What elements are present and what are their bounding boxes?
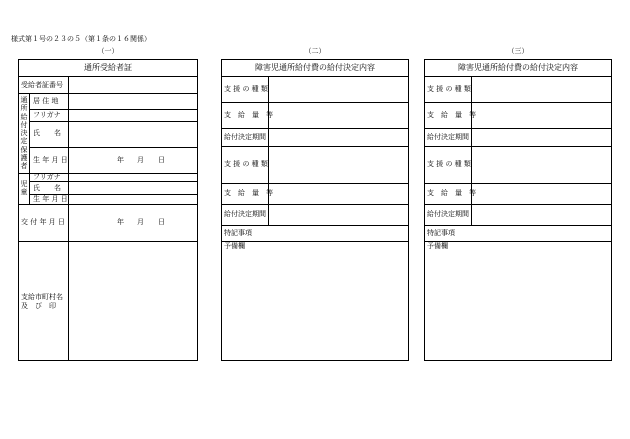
issue-day: 日 [158, 218, 165, 226]
child-group-label: 児童 [20, 180, 28, 197]
p2-supply-amount-1: 支 給 量 等 [224, 111, 273, 119]
issue-month: 月 [137, 218, 144, 226]
address-label: 居 住 地 [33, 97, 59, 105]
table-rule-horizontal [221, 183, 409, 184]
table-rule-horizontal [424, 241, 612, 242]
p3-support-type-1: 支 援 の 種 類 [427, 85, 471, 93]
p2-support-type-1: 支 援 の 種 類 [224, 85, 268, 93]
table-rule-horizontal [424, 146, 612, 147]
p3-support-type-2: 支 援 の 種 類 [427, 160, 471, 168]
table-rule-horizontal [18, 93, 198, 94]
guardian-group-label: 通所給付決定保護者 [20, 96, 28, 171]
p3-supply-amount-1: 支 給 量 等 [427, 111, 476, 119]
table-rule-horizontal [18, 76, 198, 77]
p2-support-type-2: 支 援 の 種 類 [224, 160, 268, 168]
p2-reserve: 予備欄 [224, 242, 245, 250]
child-furigana-label: フリガナ [33, 173, 61, 181]
table-rule-horizontal [424, 102, 612, 103]
recipient-number-label: 受給者証番号 [21, 81, 63, 89]
table-rule-horizontal [221, 128, 409, 129]
panel-1-number: （一） [97, 47, 119, 55]
table-rule-horizontal [424, 76, 612, 77]
issue-date-label: 交 付 年 月 日 [21, 218, 65, 226]
panel-2-number: （二） [304, 47, 326, 55]
p2-special-notes: 特記事項 [224, 229, 252, 237]
table-rule-vertical [68, 76, 69, 361]
table-rule-horizontal [29, 181, 198, 182]
table-rule-horizontal [424, 183, 612, 184]
municipality-label-line2: 及 び 印 [21, 302, 56, 310]
table-rule-horizontal [221, 225, 409, 226]
p2-period-2: 給付決定期間 [224, 210, 266, 218]
furigana-label: フリガナ [33, 111, 61, 119]
birthdate-day: 日 [158, 156, 165, 164]
table-rule-horizontal [221, 76, 409, 77]
table-rule-horizontal [18, 241, 198, 242]
panel-3-title: 障害児通所給付費の給付決定内容 [458, 63, 578, 72]
table-rule-horizontal [424, 128, 612, 129]
panel-2-title: 障害児通所給付費の給付決定内容 [255, 63, 375, 72]
table-rule-horizontal [424, 225, 612, 226]
table-rule-horizontal [221, 204, 409, 205]
table-rule-horizontal [221, 241, 409, 242]
table-rule-vertical [471, 76, 472, 225]
table-rule-horizontal [18, 204, 198, 205]
table-rule-horizontal [221, 146, 409, 147]
p3-supply-amount-2: 支 給 量 等 [427, 189, 476, 197]
name-label: 氏 名 [33, 129, 61, 137]
p3-period-1: 給付決定期間 [427, 133, 469, 141]
table-rule-vertical [29, 93, 30, 204]
birthdate-month: 月 [137, 156, 144, 164]
panel-1-title: 通所受給者証 [84, 63, 132, 72]
birthdate-label: 生 年 月 日 [33, 156, 68, 164]
table-rule-vertical [268, 76, 269, 225]
p2-supply-amount-2: 支 給 量 等 [224, 189, 273, 197]
p2-period-1: 給付決定期間 [224, 133, 266, 141]
p3-reserve: 予備欄 [427, 242, 448, 250]
birthdate-year: 年 [117, 156, 124, 164]
table-rule-horizontal [424, 204, 612, 205]
municipality-label-line1: 支給市町村名 [21, 293, 63, 301]
table-rule-horizontal [29, 147, 198, 148]
child-birthdate-label: 生 年 月 日 [33, 195, 68, 203]
p3-period-2: 給付決定期間 [427, 210, 469, 218]
table-rule-horizontal [221, 102, 409, 103]
table-rule-horizontal [29, 109, 198, 110]
issue-year: 年 [117, 218, 124, 226]
p3-special-notes: 特記事項 [427, 229, 455, 237]
panel-3-number: （三） [507, 47, 529, 55]
table-rule-horizontal [29, 121, 198, 122]
form-caption: 様式第１号の２３の５（第１条の１６関係） [11, 35, 151, 43]
child-name-label: 氏 名 [33, 184, 61, 192]
